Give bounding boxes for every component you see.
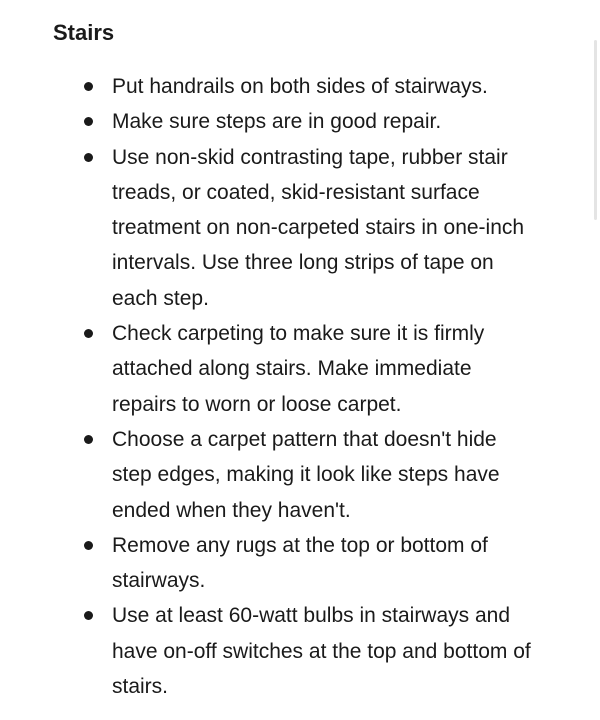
bullet-icon (84, 541, 93, 550)
safety-tips-list (84, 69, 534, 704)
bullet-icon (84, 82, 93, 91)
list-item-text: Use at least 60-watt bulbs in stairways and have on-off switches at the top and bottom of stairs. (112, 604, 531, 699)
list-item-text: Choose a carpet pattern that doesn't hide step edges, making it look like steps have ended when they haven't. (112, 427, 500, 522)
bullet-icon (84, 435, 93, 444)
list-item-text: Put handrails on both sides of stairways. (112, 75, 488, 98)
list-item (84, 316, 534, 422)
list-item-text: Use non-skid contrasting tape, rubber stair treads, or coated, skid-resistant surface treatment on non-carpeted stairs in one-inch intervals. Use three long strips of tape on each step. (112, 145, 525, 310)
list-item (84, 598, 534, 704)
scrollbar[interactable] (594, 40, 597, 220)
list-item (84, 422, 534, 528)
list-item (84, 104, 534, 139)
list-item-text: Make sure steps are in good repair. (112, 110, 442, 134)
section-heading: Stairs (53, 20, 115, 45)
bullet-icon (84, 153, 93, 162)
list-item-text: Check carpeting to make sure it is firmly attached along stairs. Make immediate repairs to worn or loose carpet. (112, 322, 485, 416)
list-item (84, 69, 534, 104)
bullet-icon (84, 611, 93, 620)
list-item-text: Remove any rugs at the top or bottom of stairways. (112, 533, 488, 593)
list-item (84, 140, 534, 316)
bullet-icon (84, 329, 93, 338)
bullet-icon (84, 117, 93, 126)
list-item (84, 528, 534, 599)
